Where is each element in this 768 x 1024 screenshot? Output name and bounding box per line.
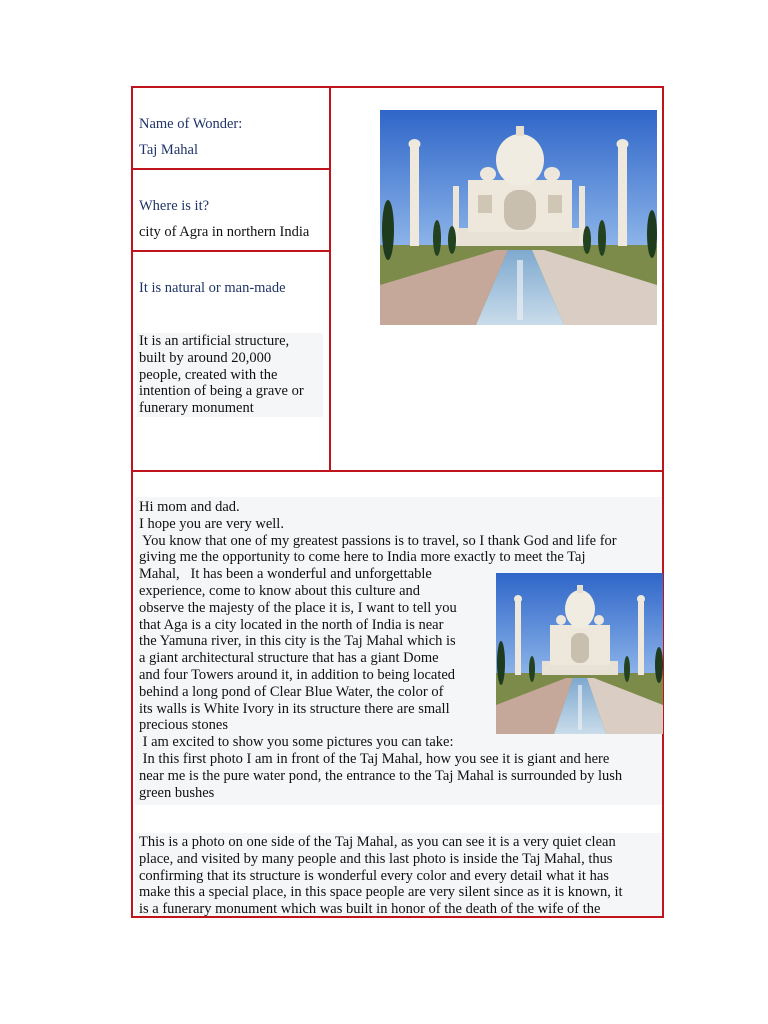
row-divider-2 (131, 250, 331, 252)
letter-line: behind a long pond of Clear Blue Water, the color of (139, 683, 444, 700)
letter-line: I am excited to show you some pictures you can take: (139, 734, 454, 751)
letter-line: precious stones (139, 717, 228, 734)
letter-line: its walls is White Ivory in its structure there are small (139, 700, 450, 717)
letter-line: and four Towers around it, in addition to being located (139, 666, 456, 683)
column-divider (329, 86, 331, 472)
letter-line: near me is the pure water pond, the entrance to the Taj Mahal is surrounded by lush (139, 767, 623, 784)
type-line: intention of being a grave or (139, 383, 304, 400)
letter-line: a giant architectural structure that has a giant Dome (139, 650, 439, 667)
type-line: It is an artificial structure, (139, 333, 290, 349)
letter-line: place, and visited by many people and this last photo is inside the Taj Mahal, thus (139, 850, 613, 867)
type-line: people, created with the (139, 366, 278, 383)
letter-line: I hope you are very well. (139, 515, 284, 532)
letter-line: confirming that its structure is wonderful every color and every detail what it has (139, 867, 609, 884)
letter-line: Mahal, It has been a wonderful and unforgettable (139, 566, 432, 583)
where-value: city of Agra in northern India (139, 224, 310, 240)
letter-line: Hi mom and dad. (139, 499, 240, 515)
letter-line: green bushes (139, 784, 215, 801)
letter-line: giving me the opportunity to come here to India more exactly to meet the Taj (139, 549, 586, 566)
letter-line: the Yamuna river, in this city is the Taj Mahal which is (139, 633, 456, 650)
letter-line: observe the majesty of the place it is, I want to tell you (139, 599, 457, 616)
name-value: Taj Mahal (139, 142, 198, 158)
taj-mahal-photo (380, 110, 657, 325)
letter-line: This is a photo on one side of the Taj Mahal, as you can see it is a very quiet clean (139, 834, 616, 850)
letter-second-paragraph (139, 834, 623, 918)
letter-line: experience, come to know about this culture and (139, 582, 421, 599)
type-label: It is natural or man-made (139, 280, 286, 296)
letter-line: In this first photo I am in front of the Taj Mahal, how you see it is giant and here (139, 750, 610, 767)
row-divider-1 (131, 168, 331, 170)
letter-line: is a funerary monument which was built in honor of the death of the wife of the (139, 901, 601, 918)
letter-line: You know that one of my greatest passions is to travel, so I thank God and life for (139, 532, 617, 549)
name-label: Name of Wonder: (139, 116, 243, 132)
letter-line: that Aga is a city located in the north of India is near (139, 616, 444, 633)
letter-line: make this a special place, in this space people are very silent since as it is known, it (139, 884, 623, 901)
type-description (139, 333, 304, 417)
type-line: built by around 20,000 (139, 349, 272, 366)
type-line: funerary monument (139, 400, 254, 417)
where-label: Where is it? (139, 198, 210, 214)
taj-mahal-photo-small (496, 573, 663, 734)
row-divider-3 (131, 470, 664, 472)
